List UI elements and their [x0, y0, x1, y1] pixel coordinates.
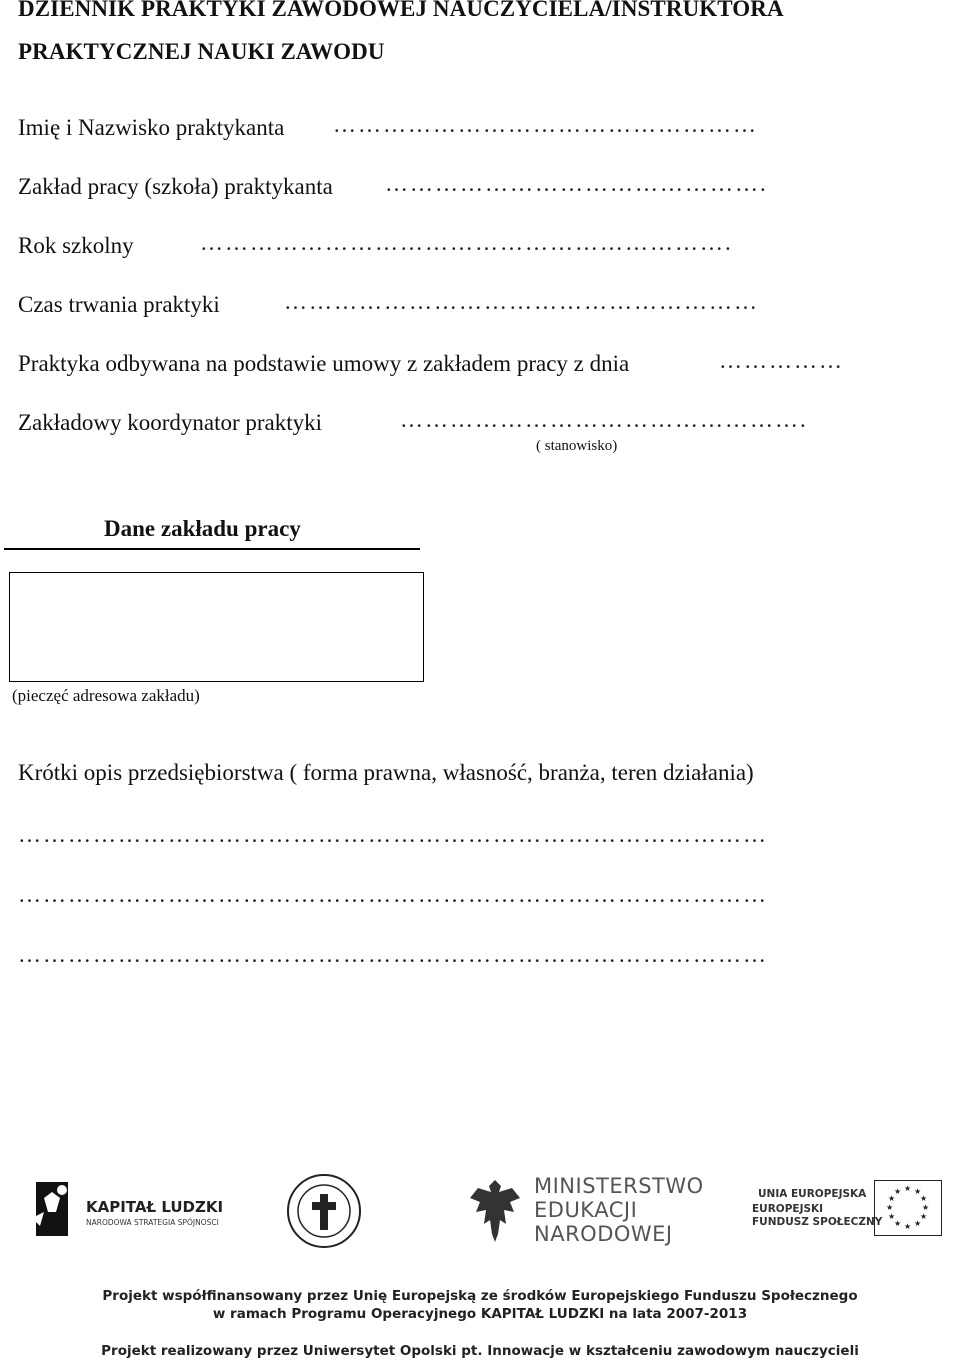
polish-eagle-icon — [466, 1176, 524, 1246]
description-line-2[interactable]: ……………………………………………………………………………… — [18, 882, 768, 907]
logo-bar — [0, 1170, 960, 1260]
field-dots-name[interactable]: …………………………………………… — [333, 112, 758, 137]
men-line1: MINISTERSTWO — [534, 1174, 704, 1198]
kapital-ludzki-title: KAPITAŁ LUDZKI — [86, 1198, 224, 1216]
svg-text:★: ★ — [922, 1203, 930, 1212]
field-dots-agreement[interactable]: …………… — [719, 348, 844, 373]
men-line2: EDUKACJI — [534, 1198, 638, 1222]
field-dots-workplace[interactable]: ………………………………………. — [385, 171, 768, 196]
kapital-ludzki-logo-icon — [30, 1178, 74, 1240]
svg-text:★: ★ — [904, 1222, 912, 1231]
svg-text:★: ★ — [888, 1212, 896, 1221]
field-label-school-year: Rok szkolny — [18, 233, 134, 258]
svg-text:★: ★ — [914, 1187, 922, 1196]
document-title-line2: PRAKTYCZNEJ NAUKI ZAWODU — [18, 39, 385, 64]
field-label-workplace: Zakład pracy (szkoła) praktykanta — [18, 174, 333, 199]
svg-text:★: ★ — [920, 1212, 928, 1221]
eu-line2: EUROPEJSKI — [752, 1203, 824, 1215]
eu-flag-icon — [874, 1180, 942, 1236]
field-label-name: Imię i Nazwisko praktykanta — [18, 115, 285, 140]
svg-text:★: ★ — [894, 1219, 902, 1228]
svg-text:★: ★ — [894, 1187, 902, 1196]
footer-line3: Projekt realizowany przez Uniwersytet Opolski pt. Innowacje w kształceniu zawodowym nauczycieli — [101, 1343, 859, 1359]
stamp-box[interactable] — [9, 572, 424, 682]
description-line-3[interactable]: ……………………………………………………………………………… — [18, 942, 768, 967]
coordinator-position-note: ( stanowisko) — [536, 438, 618, 454]
company-section-heading: Dane zakładu pracy — [104, 516, 301, 541]
svg-text:★: ★ — [886, 1203, 894, 1212]
svg-text:★: ★ — [904, 1184, 912, 1193]
field-label-duration: Czas trwania praktyki — [18, 292, 220, 317]
document-title-line1: DZIENNIK PRAKTYKI ZAWODOWEJ NAUCZYCIELA/INSTRUKTORA — [18, 0, 784, 21]
kapital-ludzki-subtitle: NARODOWA STRATEGIA SPÓJNOŚCI — [86, 1218, 219, 1227]
stamp-caption: (pieczęć adresowa zakładu) — [12, 686, 200, 705]
footer-line1: Projekt współfinansowany przez Unię Europejską ze środków Europejskiego Funduszu Społecznego — [102, 1288, 858, 1304]
eu-line3: FUNDUSZ SPOŁECZNY — [752, 1216, 883, 1228]
university-seal-icon — [286, 1172, 362, 1250]
field-dots-school-year[interactable]: ………………………………………………………. — [200, 230, 733, 255]
field-dots-coordinator[interactable]: …………………………………………. — [400, 407, 808, 432]
description-line-1[interactable]: ……………………………………………………………………………… — [18, 822, 768, 847]
footer-line2: w ramach Programu Operacyjnego KAPITAŁ LUDZKI na lata 2007-2013 — [212, 1306, 748, 1322]
field-label-coordinator: Zakładowy koordynator praktyki — [18, 410, 323, 435]
heading-underline — [4, 548, 420, 550]
field-dots-duration[interactable]: ………………………………………………… — [284, 289, 759, 314]
svg-text:★: ★ — [888, 1194, 896, 1203]
eu-line1: UNIA EUROPEJSKA — [758, 1188, 867, 1200]
description-label: Krótki opis przedsiębiorstwa ( forma prawna, własność, branża, teren działania) — [18, 760, 754, 785]
svg-text:★: ★ — [920, 1194, 928, 1203]
university-seal-text — [286, 1250, 298, 1251]
men-line3: NARODOWEJ — [534, 1222, 673, 1246]
svg-text:★: ★ — [914, 1219, 922, 1228]
field-label-agreement: Praktyka odbywana na podstawie umowy z zakładem pracy z dnia — [18, 351, 630, 376]
